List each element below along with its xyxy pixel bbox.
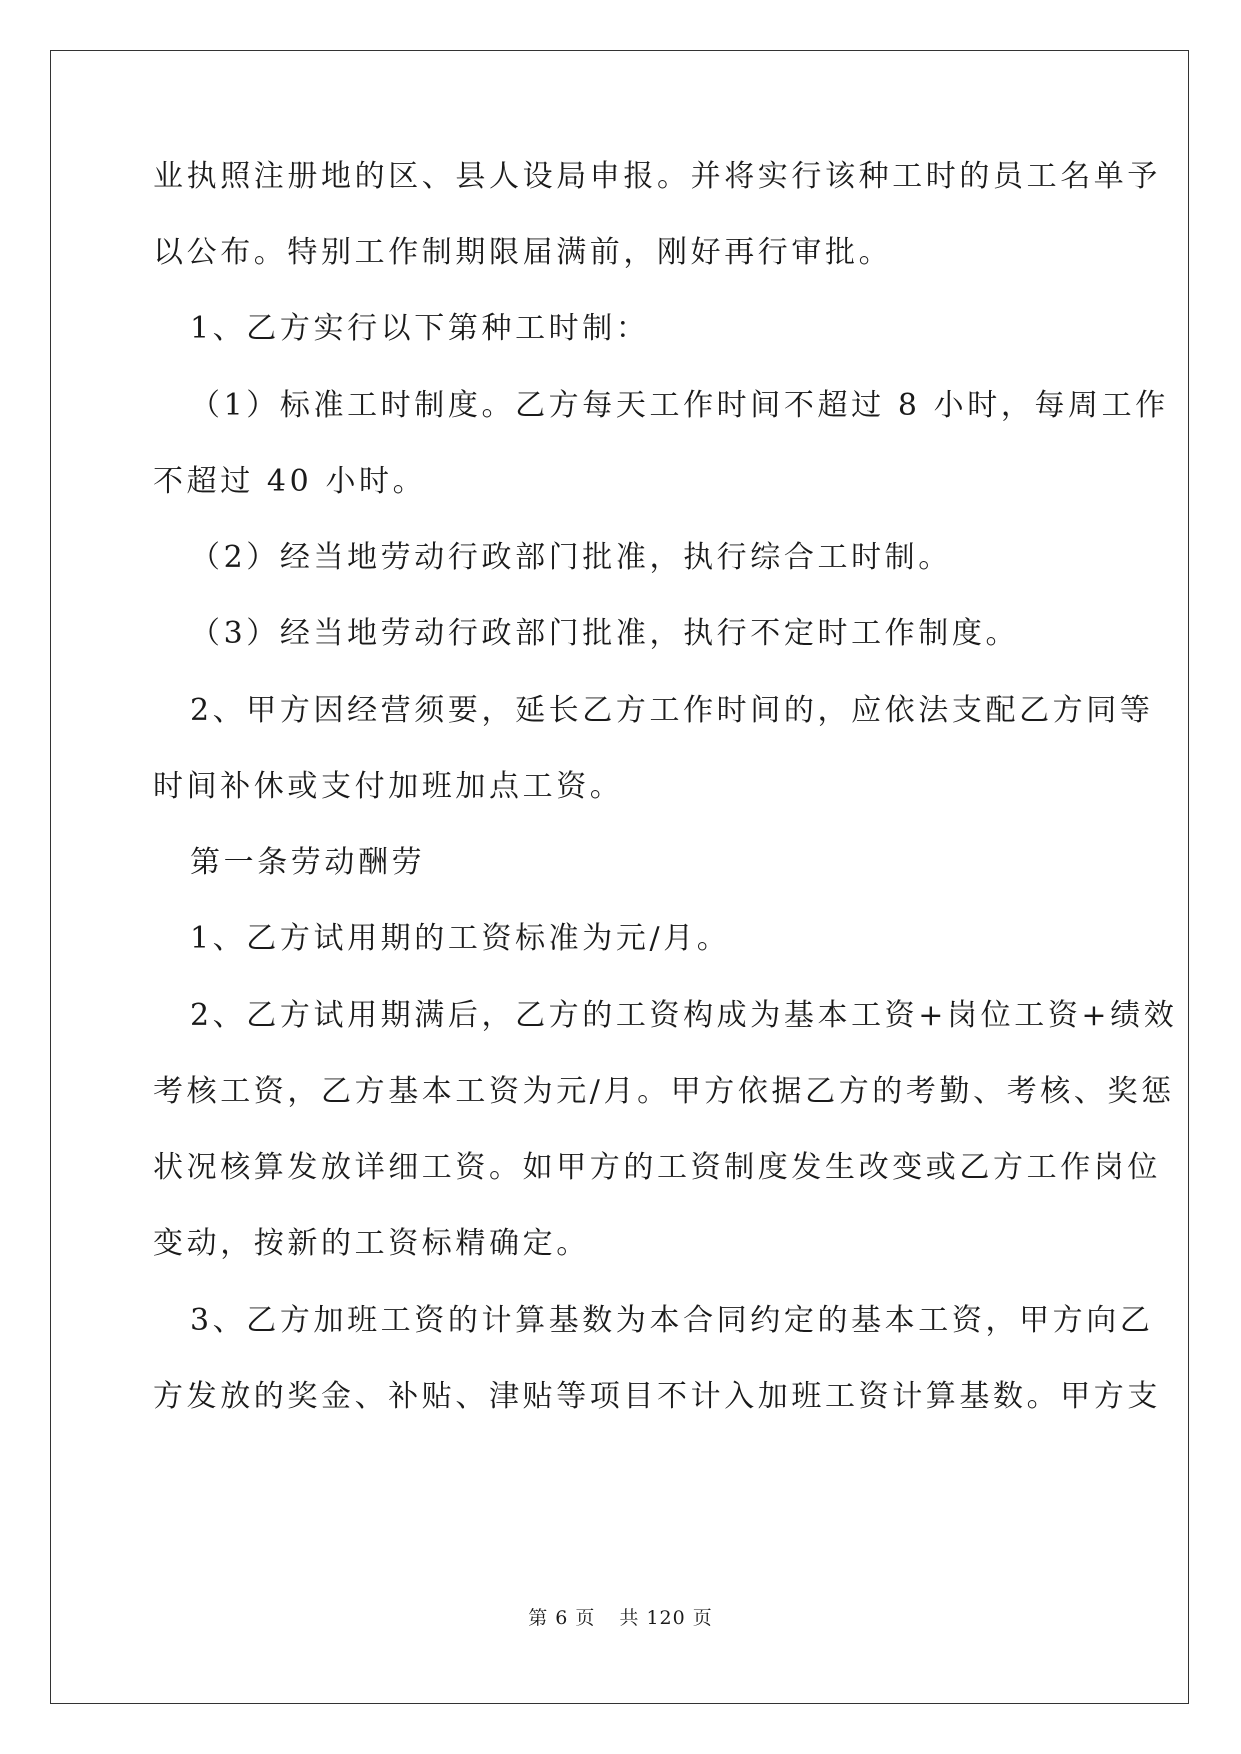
text-line: 3、乙方加班工资的计算基数为本合同约定的基本工资，甲方向乙 xyxy=(190,1303,1154,1338)
text-line: 1、乙方试用期的工资标准为元/月。 xyxy=(190,921,731,956)
text-line: 2、乙方试用期满后，乙方的工资构成为基本工资+岗位工资+绩效 xyxy=(190,998,1178,1033)
text-line: 变动，按新的工资标精确定。 xyxy=(153,1226,590,1261)
text-line: 时间补休或支付加班加点工资。 xyxy=(153,769,624,804)
text-line: 方发放的奖金、补贴、津贴等项目不计入加班工资计算基数。甲方支 xyxy=(153,1379,1161,1414)
page-footer xyxy=(0,1606,1241,1630)
text-line: （2）经当地劳动行政部门批准，执行综合工时制。 xyxy=(190,540,952,575)
total-page-count: 共 120 页 xyxy=(619,1607,713,1629)
text-line: （1）标准工时制度。乙方每天工作时间不超过 8 小时，每周工作 xyxy=(190,388,1169,423)
text-line: 以公布。特别工作制期限届满前，刚好再行审批。 xyxy=(153,235,893,270)
text-line: 1、乙方实行以下第种工时制： xyxy=(190,311,650,346)
text-line: 考核工资，乙方基本工资为元/月。甲方依据乙方的考勤、考核、奖惩 xyxy=(153,1074,1175,1109)
text-line: 2、甲方因经营须要，延长乙方工作时间的，应依法支配乙方同等 xyxy=(190,693,1154,728)
text-line: 业执照注册地的区、县人设局申报。并将实行该种工时的员工名单予 xyxy=(153,159,1161,194)
text-line: （3）经当地劳动行政部门批准，执行不定时工作制度。 xyxy=(190,616,1020,651)
current-page-number: 第 6 页 xyxy=(528,1607,596,1629)
section-heading: 第一条劳动酬劳 xyxy=(190,845,426,880)
text-line: 状况核算发放详细工资。如甲方的工资制度发生改变或乙方工作岗位 xyxy=(153,1150,1161,1185)
text-line: 不超过 40 小时。 xyxy=(153,464,427,499)
